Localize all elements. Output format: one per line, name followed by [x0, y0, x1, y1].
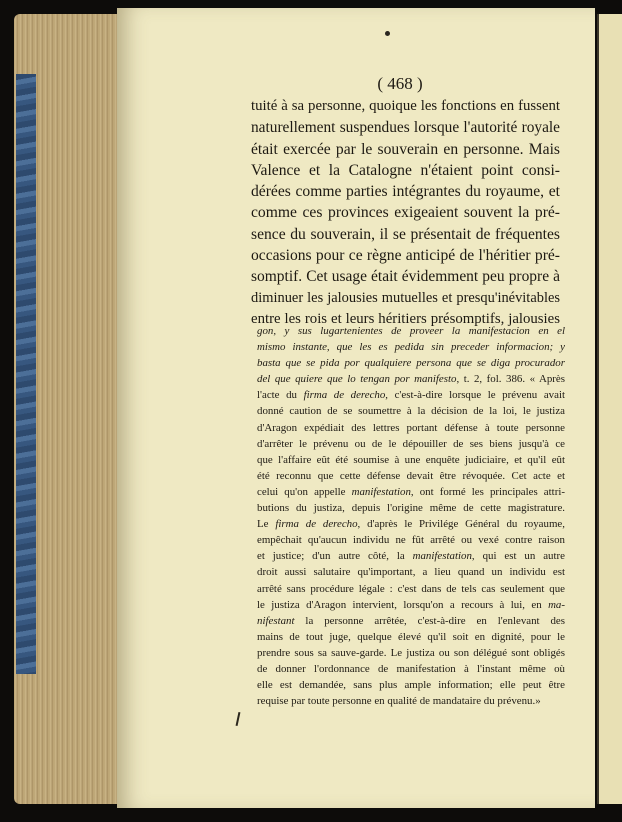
footnote-italic-text: manifestation [412, 550, 472, 563]
footnote-line [257, 420, 565, 436]
main-text-line: sence du souverain, il se présentait de fréquentes [251, 225, 560, 243]
main-text-line: diminuer les jalousies mutuelles et presqu'inévitables [251, 289, 560, 306]
book-page-edges [14, 14, 118, 804]
footnote-line [257, 436, 565, 452]
main-text-line: entre les rois et leurs héritiers présomptifs, jalousies [251, 310, 560, 327]
footnote-line [257, 693, 565, 709]
main-text-line: somptif. Cet usage était évidemment peu propre à [251, 268, 560, 286]
footnote-line [257, 597, 565, 613]
footnote-italic-text: firma de derecho [275, 518, 358, 531]
footnote-line [257, 532, 565, 548]
footnote-line [257, 484, 565, 500]
footnote-line [257, 548, 565, 564]
footnote-line [257, 629, 565, 645]
footnote-text: Le [257, 518, 276, 531]
footnote-text: , t. 2, fol. 386. « Après [456, 373, 565, 386]
footnote-italic-text: gon, y sus lugartenientes de proveer la manifestacion en el [257, 325, 565, 337]
footnote-text: elle est demandée, sans plus ample information; elle peut être [257, 679, 565, 692]
footnote-text: donné caution de se soumettre à la décision de la loi, le justiza [257, 405, 565, 418]
page-number: ( 468 ) [377, 74, 423, 93]
footnote-italic-text: mismo instante, que les es pedida sin preceder informacion; y [257, 341, 565, 354]
footnote-italic-text: manifestation [351, 485, 411, 498]
footnote-text: mains de tout juge, quelque élevé qu'il soit en dignité, pour le [257, 630, 565, 643]
footnote-text: été reconnu que cette défense devait être révoquée. Cet acte et [257, 469, 565, 482]
main-text-block [251, 96, 560, 330]
footnote-text: , d'après le Privilége Général du royaume, [357, 518, 565, 531]
footnote-line [257, 500, 565, 516]
footnote-text: , qui est un autre [471, 550, 565, 563]
footnote-line [257, 516, 565, 532]
footnote-line [257, 403, 565, 419]
main-text-line: naturellement suspendues lorsque l'autorité royale [251, 119, 560, 137]
footnote-italic-text: ma- [548, 598, 565, 611]
footnote-text: requise par toute personne en qualité de mandataire du prévenu.» [257, 695, 541, 708]
main-text-line: était exercée par le souverain en personne. Mais [251, 140, 560, 158]
footnote-text: l'acte du [257, 389, 304, 402]
facing-page-edge [597, 14, 622, 804]
footnote-text: et justice; d'un autre côté, la [257, 550, 413, 563]
footnote-line [257, 613, 565, 629]
footnote-text: , c'est-à-dire lorsque le prévenu avait [385, 389, 565, 402]
footnote-text: la personne arrêtée, c'est-à-dire en l'enlevant des [294, 614, 565, 627]
main-text-line: dérées comme parties intégrantes du royaume, et [251, 183, 560, 201]
footnote-text: arrêté sans procédure légale : c'est dans de tels cas seulement que [257, 582, 565, 595]
footnote-block [257, 323, 565, 709]
footnote-italic-text: nifestant [257, 614, 295, 627]
footnote-line [257, 661, 565, 677]
footnote-text: butions du justiza, depuis l'origine même de cette magistrature. [257, 502, 565, 515]
footnote-text: droit aussi salutaire qu'important, a lieu quand un individu est [257, 566, 565, 579]
marbled-edge [16, 74, 36, 674]
footnote-line [257, 645, 565, 661]
ink-spot [385, 31, 390, 36]
footnote-line [257, 355, 565, 371]
footnote-text: d'arrêter le prévenu ou de le dépouiller de ses biens jusqu'à ce [257, 437, 565, 450]
footnote-line [257, 387, 565, 403]
footnote-line [257, 452, 565, 468]
footnote-text: de donner l'ordonnance de manifestation à l'instant même où [257, 662, 565, 675]
footnote-line [257, 677, 565, 693]
footnote-italic-text: basta que se pida por qualquiere persona que se diga procurador [257, 357, 565, 370]
footnote-line [257, 564, 565, 580]
footnote-italic-text: del que quiere que lo tengan por manifesto [257, 373, 457, 386]
footnote-italic-text: firma de derecho [303, 389, 386, 402]
footnote-line [257, 339, 565, 355]
footnote-text: , ont formé les principales attri- [410, 485, 565, 498]
footnote-text: que l'affaire eût été soumise à une enquête judiciaire, et qu'il eût [257, 453, 565, 466]
main-text-line: comme ces provinces exigeaient souvent la pré- [251, 204, 560, 222]
footnote-text: celui qu'on appelle [257, 485, 352, 498]
footnote-line [257, 581, 565, 597]
footnote-text: prendre sous sa sauve-garde. Le justiza ou son délégué sont obligés [257, 646, 565, 659]
main-text-line: Valence et la Catalogne n'étaient point consi- [251, 161, 560, 179]
footnote-text: d'Aragon expédiait des lettres portant défense à toute personne [257, 421, 565, 434]
main-text-line: occasions pour ce règne anticipé de l'héritier pré- [251, 247, 560, 265]
footnote-text: le justiza d'Aragon intervient, lorsqu'on a recours à lui, en [257, 598, 549, 611]
main-text-line: tuité à sa personne, quoique les fonctions en fussent [251, 98, 560, 114]
footnote-line [257, 323, 565, 339]
footnote-line [257, 371, 565, 387]
footnote-text: empêchait qu'aucun individu ne fût arrêté ou vexé contre raison [257, 534, 565, 547]
footnote-line [257, 468, 565, 484]
